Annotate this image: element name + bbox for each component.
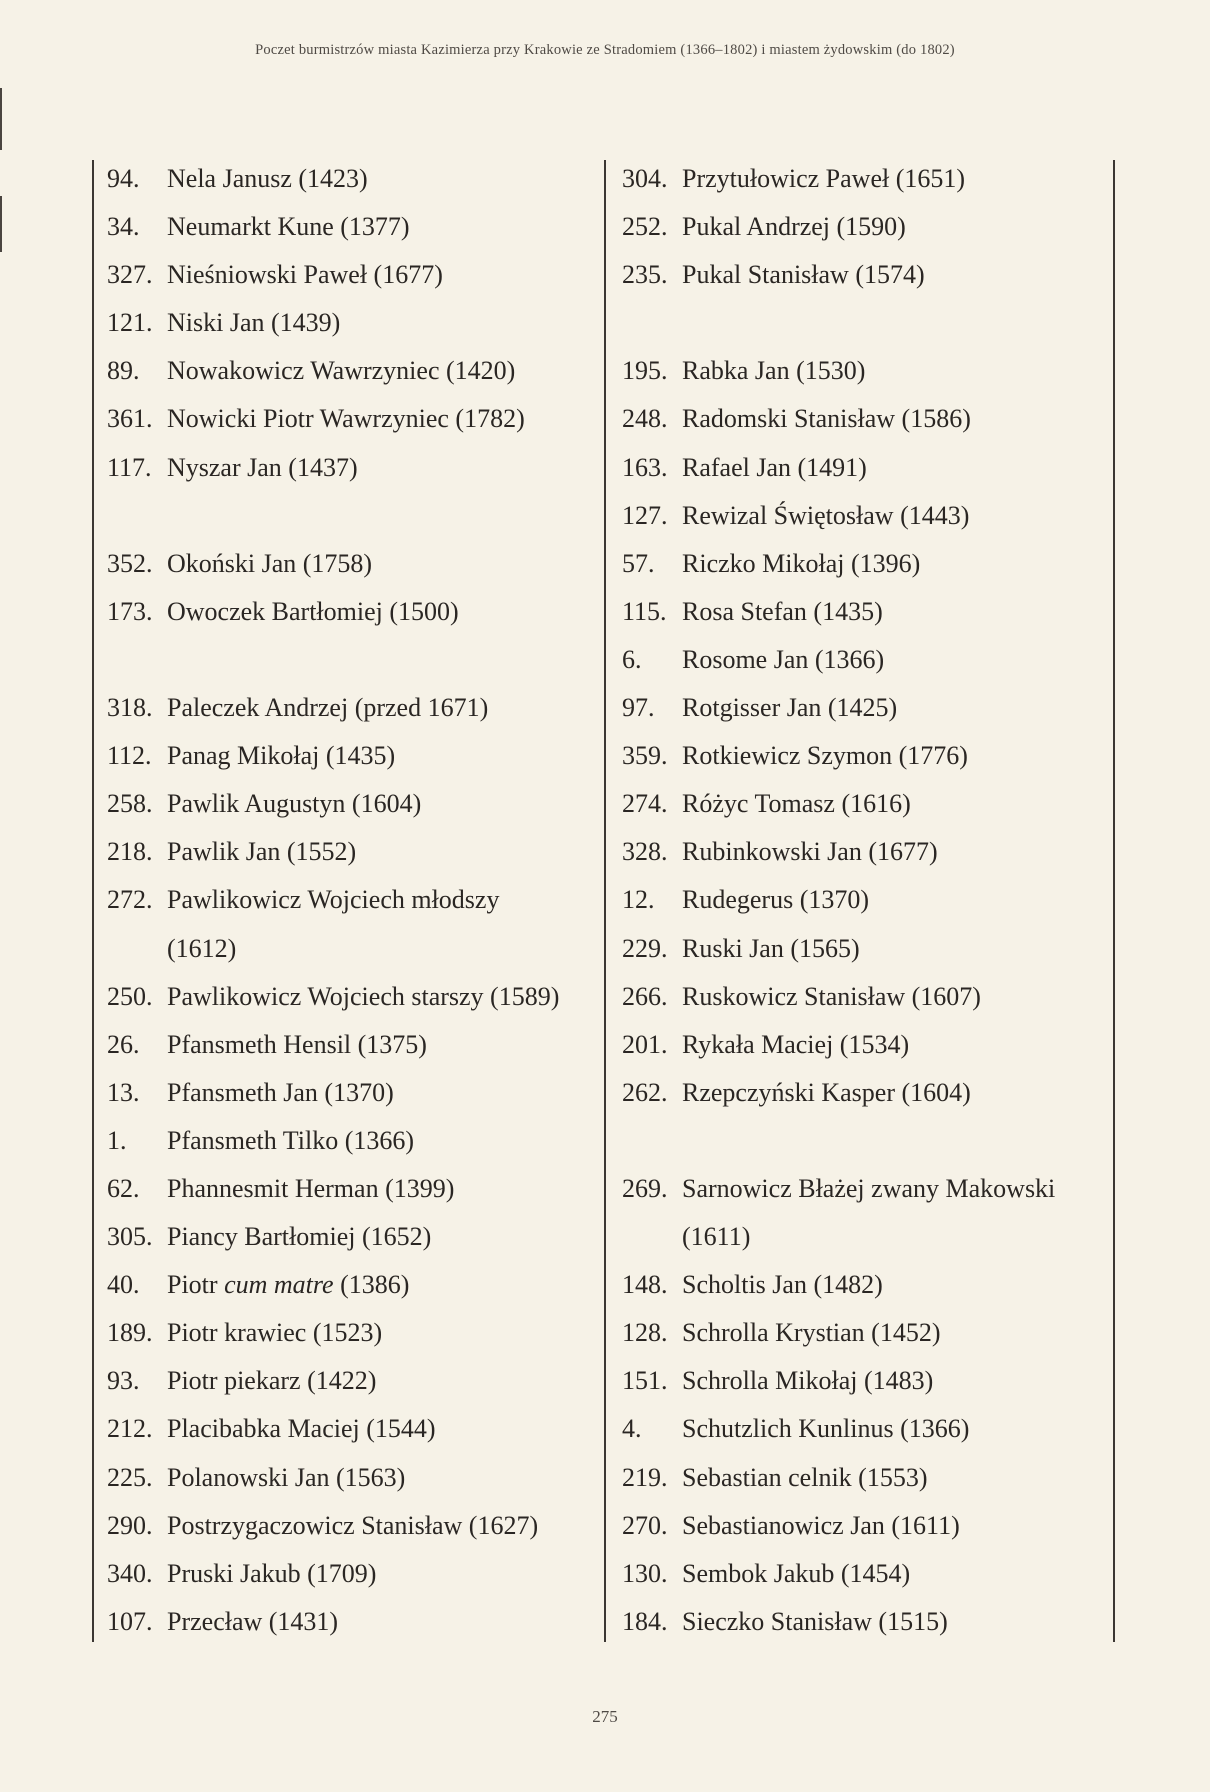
entry-text: Nieśniowski Paweł (1677)	[167, 260, 443, 290]
running-header: Poczet burmistrzów miasta Kazimierza przy Krakowie ze Stradomiem (1366–1802) i miastem żydowskim (do 1802)	[255, 42, 955, 58]
entry-text: Rafael Jan (1491)	[682, 452, 867, 482]
index-entry	[622, 1405, 1102, 1453]
entry-number: 12.	[622, 885, 655, 915]
index-entry	[107, 1550, 597, 1598]
index-entry	[107, 395, 597, 443]
entry-number: 269.	[622, 1173, 668, 1203]
index-entry	[107, 299, 597, 347]
entry-number: 127.	[622, 500, 668, 530]
index-entry	[107, 251, 597, 299]
entry-number: 184.	[622, 1606, 668, 1636]
entry-number: 148.	[622, 1270, 668, 1300]
entry-text: Phannesmit Herman (1399)	[167, 1173, 455, 1203]
index-entry	[622, 1309, 1102, 1357]
index-entry	[107, 973, 597, 1021]
index-entry	[622, 828, 1102, 876]
entry-text: Pawlikowicz Wojciech młodszy	[167, 885, 500, 915]
index-entry	[622, 1069, 1102, 1117]
entry-text: Pawlik Jan (1552)	[167, 837, 357, 867]
index-entry	[622, 684, 1102, 732]
entry-text	[167, 1261, 597, 1309]
entry-number: 163.	[622, 452, 668, 482]
index-entry	[622, 1165, 1102, 1213]
entry-text: Rabka Jan (1530)	[682, 356, 866, 386]
entry-number: 272.	[107, 885, 153, 915]
entry-text: Pukal Stanisław (1574)	[682, 260, 925, 290]
letter-group-spacer	[622, 1117, 1102, 1165]
entry-text: Rykała Maciej (1534)	[682, 1029, 910, 1059]
index-entry	[622, 155, 1102, 203]
index-entry	[622, 1454, 1102, 1502]
index-entry	[107, 780, 597, 828]
index-entry	[622, 1598, 1102, 1646]
entry-number: 290.	[107, 1510, 153, 1540]
entry-text: Owoczek Bartłomiej (1500)	[167, 596, 459, 626]
index-entry	[107, 1309, 597, 1357]
index-entry	[107, 876, 597, 924]
index-entry	[107, 1261, 597, 1309]
entry-text: Piancy Bartłomiej (1652)	[167, 1222, 432, 1252]
index-entry	[622, 876, 1102, 924]
entry-number: 305.	[107, 1222, 153, 1252]
entry-number: 1.	[107, 1125, 127, 1155]
entry-text-part: (1386)	[333, 1270, 410, 1300]
index-entry	[622, 347, 1102, 395]
entry-text: Schutzlich Kunlinus (1366)	[682, 1414, 970, 1444]
entry-text: Pfansmeth Hensil (1375)	[167, 1029, 427, 1059]
letter-group-spacer	[622, 299, 1102, 347]
entry-number: 361.	[107, 404, 153, 434]
entry-number: 40.	[107, 1270, 140, 1300]
index-entry	[107, 1213, 597, 1261]
entry-text: Piotr krawiec (1523)	[167, 1318, 383, 1348]
entry-text: Rotkiewicz Szymon (1776)	[682, 741, 968, 771]
entry-text: Schrolla Krystian (1452)	[682, 1318, 941, 1348]
entry-number: 93.	[107, 1366, 140, 1396]
index-entry	[107, 540, 597, 588]
entry-text: Nela Janusz (1423)	[167, 164, 368, 193]
entry-number: 229.	[622, 933, 668, 963]
entry-number: 262.	[622, 1077, 668, 1107]
entry-number: 201.	[622, 1029, 668, 1059]
entry-text: Przecław (1431)	[167, 1606, 339, 1636]
index-entry	[622, 780, 1102, 828]
entry-text: Nowicki Piotr Wawrzyniec (1782)	[167, 404, 525, 434]
index-entry	[107, 588, 597, 636]
index-entry	[622, 203, 1102, 251]
entry-text: Niski Jan (1439)	[167, 308, 341, 338]
entry-text: Sebastianowicz Jan (1611)	[682, 1510, 960, 1540]
entry-number: 128.	[622, 1318, 668, 1348]
entry-number: 274.	[622, 789, 668, 819]
entry-text-part: Piotr	[167, 1270, 225, 1300]
entry-text: Postrzygaczowicz Stanisław (1627)	[167, 1510, 539, 1540]
entry-number: 195.	[622, 356, 668, 386]
entry-text: Panag Mikołaj (1435)	[167, 741, 396, 771]
index-entry	[622, 444, 1102, 492]
entry-number: 13.	[107, 1077, 140, 1107]
entry-number: 340.	[107, 1558, 153, 1588]
entry-text: Nowakowicz Wawrzyniec (1420)	[167, 356, 516, 386]
index-column-left	[107, 155, 597, 1646]
entry-number: 270.	[622, 1510, 668, 1540]
index-entry	[107, 1021, 597, 1069]
index-entry	[622, 251, 1102, 299]
index-entry	[622, 925, 1102, 973]
index-entry	[622, 636, 1102, 684]
index-entry	[107, 1598, 597, 1646]
entry-number: 218.	[107, 837, 153, 867]
index-entry	[622, 1021, 1102, 1069]
entry-text: Rzepczyński Kasper (1604)	[682, 1077, 971, 1107]
index-entry	[107, 155, 597, 203]
entry-text: Pawlik Augustyn (1604)	[167, 789, 422, 819]
entry-number: 248.	[622, 404, 668, 434]
entry-number: 94.	[107, 164, 140, 193]
entry-text: Polanowski Jan (1563)	[167, 1462, 406, 1492]
entry-text: Ruski Jan (1565)	[682, 933, 860, 963]
entry-number: 212.	[107, 1414, 153, 1444]
entry-text: Schrolla Mikołaj (1483)	[682, 1366, 934, 1396]
index-entry	[622, 1261, 1102, 1309]
entry-number: 107.	[107, 1606, 153, 1636]
entry-number: 318.	[107, 693, 153, 723]
entry-number: 250.	[107, 981, 153, 1011]
entry-text: Różyc Tomasz (1616)	[682, 789, 911, 819]
entry-text: Rewizal Świętosław (1443)	[682, 500, 970, 530]
entry-number: 121.	[107, 308, 153, 338]
entry-number: 359.	[622, 741, 668, 771]
index-column-right	[622, 155, 1102, 1646]
entry-text: Sebastian celnik (1553)	[682, 1462, 928, 1492]
index-entry	[107, 347, 597, 395]
entry-text: Pukal Andrzej (1590)	[682, 212, 906, 242]
entry-text: Rudegerus (1370)	[682, 885, 870, 915]
entry-text: Przytułowicz Paweł (1651)	[682, 164, 966, 193]
entry-text: Okoński Jan (1758)	[167, 548, 373, 578]
index-entry	[107, 732, 597, 780]
index-entry	[107, 684, 597, 732]
index-entry	[107, 1117, 597, 1165]
entry-number: 112.	[107, 741, 152, 771]
entry-number: 151.	[622, 1366, 668, 1396]
edge-mark	[0, 88, 2, 150]
entry-text: Pfansmeth Tilko (1366)	[167, 1125, 415, 1155]
entry-number: 57.	[622, 548, 655, 578]
entry-number: 62.	[107, 1173, 140, 1203]
index-entry	[107, 1165, 597, 1213]
index-entry	[622, 973, 1102, 1021]
entry-number: 6.	[622, 644, 642, 674]
entry-text: Nyszar Jan (1437)	[167, 452, 358, 482]
entry-continuation: (1611)	[682, 1222, 751, 1252]
index-entry	[107, 203, 597, 251]
index-entry	[622, 1550, 1102, 1598]
entry-number: 258.	[107, 789, 153, 819]
entry-number: 130.	[622, 1558, 668, 1588]
index-entry	[622, 732, 1102, 780]
entry-number: 26.	[107, 1029, 140, 1059]
entry-number: 117.	[107, 452, 152, 482]
entry-number: 252.	[622, 212, 668, 242]
entry-text: Sarnowicz Błażej zwany Makowski	[682, 1173, 1056, 1203]
entry-text: Piotr piekarz (1422)	[167, 1366, 377, 1396]
entry-text: Pfansmeth Jan (1370)	[167, 1077, 394, 1107]
entry-text: Rosa Stefan (1435)	[682, 596, 883, 626]
entry-text: Pawlikowicz Wojciech starszy (1589)	[167, 981, 560, 1011]
edge-mark	[0, 196, 2, 252]
entry-number: 304.	[622, 164, 668, 193]
index-entry	[622, 395, 1102, 443]
index-entry	[622, 1502, 1102, 1550]
entry-number: 89.	[107, 356, 140, 386]
index-entry	[622, 588, 1102, 636]
entry-text: Sieczko Stanisław (1515)	[682, 1606, 948, 1636]
letter-group-spacer	[107, 636, 597, 684]
index-entry	[107, 1405, 597, 1453]
entry-text: Placibabka Maciej (1544)	[167, 1414, 436, 1444]
entry-number: 4.	[622, 1414, 642, 1444]
entry-number: 173.	[107, 596, 153, 626]
entry-text: Pruski Jakub (1709)	[167, 1558, 377, 1588]
entry-number: 327.	[107, 260, 153, 290]
index-entry	[622, 540, 1102, 588]
entry-text: Neumarkt Kune (1377)	[167, 212, 410, 242]
entry-number: 266.	[622, 981, 668, 1011]
column-rule-right	[1113, 160, 1115, 1642]
entry-text: Radomski Stanisław (1586)	[682, 404, 971, 434]
entry-text: Rotgisser Jan (1425)	[682, 693, 898, 723]
letter-group-spacer	[107, 492, 597, 540]
entry-text: Scholtis Jan (1482)	[682, 1270, 883, 1300]
index-entry	[107, 444, 597, 492]
entry-text: Paleczek Andrzej (przed 1671)	[167, 693, 489, 723]
entry-number: 225.	[107, 1462, 153, 1492]
index-entry	[622, 1357, 1102, 1405]
entry-continuation: (1612)	[167, 933, 237, 963]
entry-number: 235.	[622, 260, 668, 290]
entry-text: Rosome Jan (1366)	[682, 644, 885, 674]
entry-number: 97.	[622, 693, 655, 723]
entry-text-italic: cum matre	[224, 1270, 334, 1300]
column-rule-left	[92, 160, 94, 1642]
index-entry	[107, 1069, 597, 1117]
entry-number: 328.	[622, 837, 668, 867]
index-entry	[107, 828, 597, 876]
entry-number: 189.	[107, 1318, 153, 1348]
column-rule-middle	[604, 160, 606, 1642]
entry-text: Sembok Jakub (1454)	[682, 1558, 911, 1588]
entry-text: Ruskowicz Stanisław (1607)	[682, 981, 981, 1011]
index-entry	[107, 1502, 597, 1550]
entry-number: 115.	[622, 596, 667, 626]
entry-text: Rubinkowski Jan (1677)	[682, 837, 938, 867]
entry-number: 352.	[107, 548, 153, 578]
index-entry	[622, 492, 1102, 540]
page-number: 275	[592, 1707, 618, 1726]
entry-number: 219.	[622, 1462, 668, 1492]
index-entry	[107, 1454, 597, 1502]
entry-number: 34.	[107, 212, 140, 242]
index-entry	[107, 1357, 597, 1405]
entry-text: Riczko Mikołaj (1396)	[682, 548, 921, 578]
